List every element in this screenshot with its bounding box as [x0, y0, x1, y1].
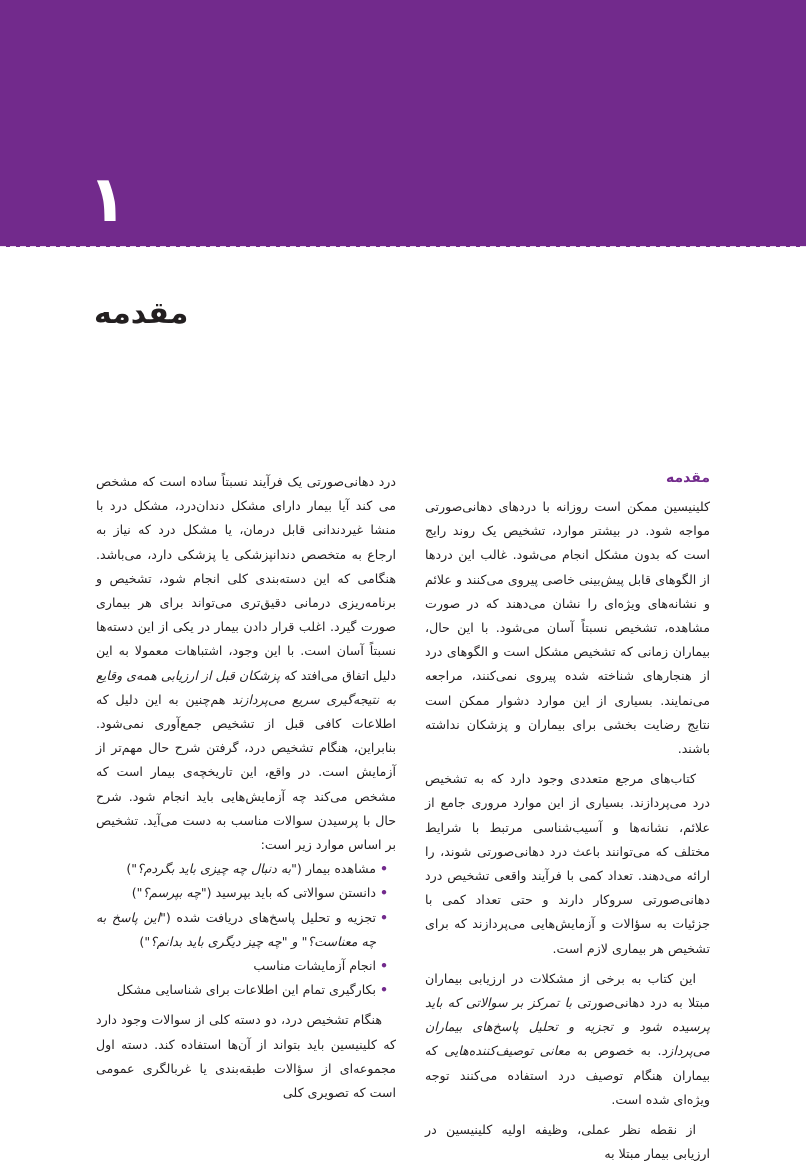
emphasis-text: "این پاسخ به چه معناست؟" و "چه چیز دیگری باید بدانم؟" — [96, 909, 376, 949]
emphasis-text: "چه بپرسم؟" — [136, 885, 207, 901]
text-run: که بیماران هنگام توصیف درد استفاده می‌کنند توجه ویژه‌ای شده است. — [425, 1043, 710, 1107]
text-run: انجام آزمایشات مناسب — [253, 958, 376, 974]
section-heading: مقدمه — [666, 470, 710, 486]
chapter-title: مقدمه — [94, 296, 189, 331]
paragraph — [425, 967, 710, 1112]
list-item — [96, 881, 388, 905]
text-run: . به خصوص به — [570, 1043, 662, 1059]
text-run: ) — [139, 933, 145, 949]
emphasis-text: معانی توصیف‌کننده‌هایی — [444, 1043, 571, 1059]
text-run: مشاهده بیمار ( — [296, 861, 376, 877]
list-item — [96, 978, 388, 1002]
text-run: هم‌چنین به این دلیل که اطلاعات کافی قبل از تشخیص جمع‌آوری نمی‌شود. بنابراین، هنگام تشخیص درد، گرفتن شرح حال مهم‌تر از آزمایش است. در واقع، این تاریخچه‌ی بیمار است که مشخص می‌کند چه آزمایش‌هایی باید انجام شود. شرح حال با پرسیدن سوالات مناسب به دست می‌آید. تشخیص بر اساس موارد زیر است: — [96, 691, 396, 853]
paragraph — [96, 470, 396, 857]
paragraph: کلینیسین ممکن است روزانه با دردهای دهانی‌صورتی مواجه شود. در بیشتر موارد، تشخیص یک روند رایج است که بدون مشکل انجام می‌شود. غالب این دردها از الگوهای قابل پیش‌بینی خاصی پیروی می‌کنند و علائم و نشانه‌های ویژه‌ای را نشان می‌دهند که در صورت مشاهده، تشخیص نسبتاً آسان می‌شود. با این حال، بیماران زمانی که تشخیص مشکل است و الگوهای درد از هنجارهای شناخته شده پیروی نمی‌کنند، مراجعه می‌نمایند. بسیاری از این موارد دشوار ممکن است نتایج رضایت بخشی برای بیماران و پزشکان نداشته باشند. — [425, 499, 710, 757]
text-run: ) — [126, 861, 132, 877]
paragraph: هنگام تشخیص درد، دو دسته کلی از سوالات وجود دارد که کلینیسین باید بتواند از آن‌ها استفاده کند. دسته اول مجموعه‌ای از سؤالات طبقه‌بندی یا غربالگری عمومی است که تصویری کلی — [96, 1012, 396, 1101]
right-column — [425, 465, 710, 1166]
emphasis-text: با تمرکز بر سوالاتی که باید پرسیده شود و تجزیه و تحلیل پاسخ‌های بیماران می‌پردازد — [425, 995, 710, 1059]
text-run: ) — [131, 885, 137, 901]
text-run: تجزیه و تحلیل پاسخ‌های دریافت شده ( — [165, 909, 376, 925]
emphasis-text: پزشکان قبل از ارزیابی همه‌ی وقایع به نتیجه‌گیری سریع می‌پردازند — [96, 667, 396, 707]
text-run: درد دهانی‌صورتی یک فرآیند نسبتاً ساده است که مشخص می کند آیا بیمار دارای مشکل دندان‌درد، مشکل درد با منشا غیردندانی قابل درمان، یا مشکل درد که نیاز به ارجاع به متخصص دندانپزشکی یا پزشکی دارد، می‌باشد. هنگامی که این دسته‌بندی کلی انجام شود، تشخیص و برنامه‌ریزی درمانی دقیق‌تری می‌تواند برای هر بیماری صورت گیرد. اغلب قرار دادن بیمار در یکی از این دسته‌ها نسبتاً آسان است. با این وجود، اشتباهات معمولا به این دلیل اتفاق می‌افتد که — [96, 474, 397, 683]
paragraph: از نقطه نظر عملی، وظیفه اولیه کلینیسین در ارزیابی بیمار مبتلا به — [425, 1122, 710, 1162]
bullet-list — [96, 857, 396, 1002]
left-column — [96, 470, 396, 1105]
chapter-number: ۱ — [88, 163, 128, 237]
emphasis-text: "به دنبال چه چیزی باید بگردم؟" — [131, 861, 297, 877]
text-run: دانستن سوالاتی که باید بپرسید ( — [206, 885, 376, 901]
list-item — [96, 857, 388, 881]
list-item — [96, 954, 388, 978]
list-item — [96, 906, 388, 954]
text-run: بکارگیری تمام این اطلاعات برای شناسایی مشکل — [116, 982, 376, 998]
paragraph: کتاب‌های مرجع متعددی وجود دارد که به تشخیص درد می‌پردازند. بسیاری از این موارد مروری جامع از علائم، نشانه‌ها و آسیب‌شناسی مرتبط با شرایط مختلف که می‌توانند باعث درد دهانی‌صورتی شوند، را ارائه می‌دهند. تعداد کمی با فرآیند واقعی تشخیص درد دهانی‌صورتی سروکار دارند و حتی تعداد کمی با جزئیات به سؤالات و آزمایش‌هایی می‌پردازند که برای تشخیص هر بیماری لازم است. — [425, 771, 710, 956]
text-run: این کتاب به برخی از مشکلات در ارزیابی بیماران مبتلا به درد دهانی‌صورتی — [425, 970, 710, 1011]
